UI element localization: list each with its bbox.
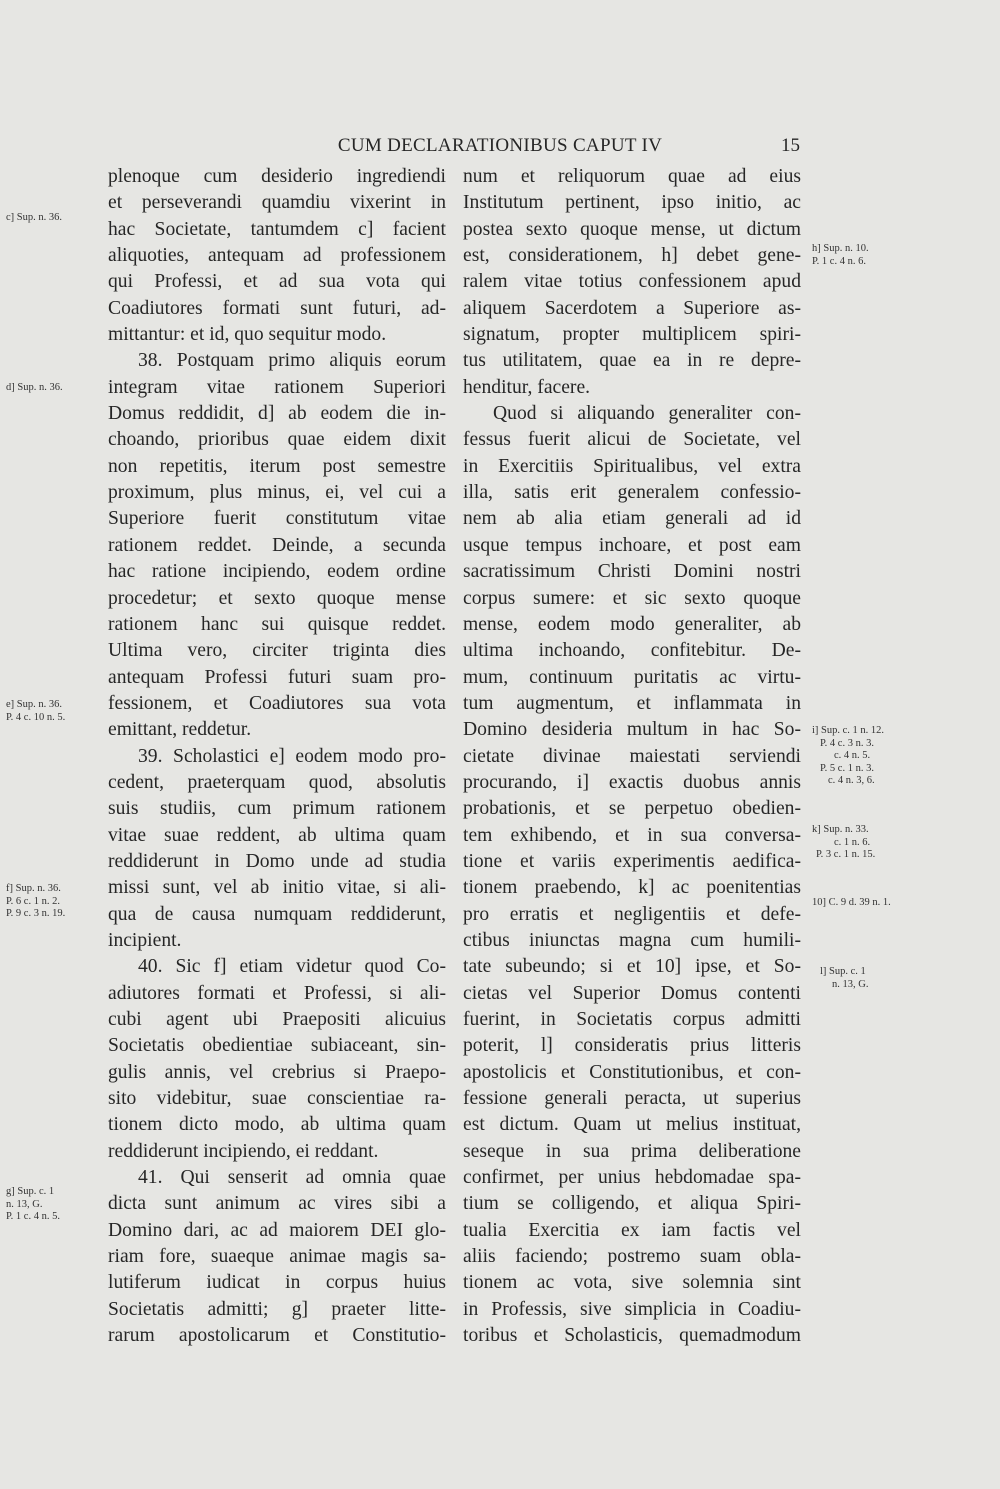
margin-note-h [812, 243, 922, 268]
text-line: tate subeundo; si et 10] ipse, et So- [463, 956, 801, 978]
text-line: integram vitae rationem Superiori [108, 376, 446, 398]
text-line: probationis, et se perpetuo obedien- [463, 798, 801, 820]
text-line: fuerint, in Societatis corpus admitti [463, 1009, 801, 1030]
margin-note-line: e] Sup. n. 36. [6, 699, 62, 710]
text-line: est dictum. Quam ut melius instituat, [463, 1114, 801, 1136]
margin-note-line: c. 4 n. 3, 6. [828, 775, 875, 786]
text-line: signatum, propter multiplicem spiri- [463, 324, 801, 346]
margin-note-c [6, 212, 100, 225]
text-line: Societatis obedientiae subiaceant, sin- [108, 1035, 446, 1057]
text-line: Superiore fuerit constitutum vitae [108, 508, 446, 530]
margin-note-line: c. 1 n. 6. [834, 836, 871, 848]
text-line: pro erratis et negligentiis et defe- [463, 903, 801, 925]
text-line: nem ab alia etiam generali ad id [463, 508, 801, 530]
margin-note-l [812, 966, 922, 991]
text-line: emittant, reddetur. [108, 719, 252, 741]
text-line: seseque in sua prima deliberatione [463, 1140, 801, 1162]
text-line: adiutores formati et Professi, si ali- [108, 982, 446, 1004]
text-line: qua de causa numquam reddiderunt, [108, 903, 446, 925]
text-line: Domus reddidit, d] ab eodem die in- [108, 403, 446, 425]
margin-note-d [6, 382, 100, 395]
margin-note-k [812, 824, 922, 862]
text-line: procedetur; et sexto quoque mense [108, 587, 446, 609]
right-column [463, 164, 801, 1349]
margin-note-line: P. 4 c. 3 n. 3. [820, 737, 874, 749]
text-line: ralem vitae totius confessionem apud [463, 271, 801, 293]
paragraph-40-start: 40. Sic f] etiam videtur quod Co- [138, 956, 446, 978]
text-line: poterit, l] consideratis prius litteris [463, 1035, 801, 1057]
text-line: tus utilitatem, quae ea in re depre- [463, 350, 801, 372]
text-line: Domino desideria multum in hac So- [463, 719, 801, 741]
left-column [108, 164, 446, 1349]
text-line: num et reliquorum quae ad eius [463, 166, 801, 187]
text-line: ultima inchoando, confitebitur. De- [463, 640, 801, 662]
text-line: henditur, facere. [463, 376, 591, 398]
text-line: non repetitis, iterum post semestre [108, 455, 446, 477]
paragraph-start: Quod si aliquando generaliter con- [493, 403, 801, 425]
text-line: tium se colligendo, et aliqua Spiri- [463, 1193, 801, 1215]
text-line: tionem dicto modo, ab ultima quam [108, 1114, 446, 1136]
margin-note-line: c. 4 n. 5. [834, 750, 871, 761]
text-line: proximum, plus minus, ei, vel cui a [108, 482, 446, 504]
text-line: tem exhibendo, et in sua conversa- [463, 824, 801, 846]
text-line: postea sexto quoque mense, ut dictum [463, 218, 801, 240]
text-line: reddiderunt incipiendo, ei reddant. [108, 1140, 379, 1162]
margin-note-line: P. 1 c. 4 n. 5. [6, 1211, 60, 1222]
text-line: lutiferum iudicat in corpus huius [108, 1272, 446, 1294]
text-line: riam fore, suaeque animae magis sa- [108, 1246, 446, 1268]
text-line: aliquoties, antequam ad professionem [108, 245, 446, 267]
margin-note-line: P. 5 c. 1 n. 3. [820, 762, 874, 774]
text-line: plenoque cum desiderio ingrediendi [108, 166, 446, 187]
text-line: hac ratione incipiendo, eodem ordine [108, 561, 446, 583]
text-line: sito videbitur, suae conscientiae ra- [108, 1088, 446, 1110]
running-title: CUM DECLARATIONIBUS CAPUT IV [337, 135, 663, 156]
text-line: incipient. [108, 929, 182, 951]
text-line: choando, prioribus quae eidem dixit [108, 429, 446, 451]
margin-note-line: n. 13, G. [6, 1198, 43, 1210]
text-line: tionem ac vota, sive solemnia sint [463, 1272, 801, 1294]
text-line: vitae suae reddent, ab ultima quam [108, 824, 446, 846]
text-line: in Professis, sive simplicia in Coadiu- [463, 1298, 801, 1320]
margin-note-10 [812, 897, 922, 910]
text-line: illa, satis erit generalem confessio- [463, 482, 801, 504]
text-line: reddiderunt in Domo unde ad studia [108, 850, 446, 872]
text-line: aliquem Sacerdotem a Superiore as- [463, 297, 801, 319]
paragraph-41-start: 41. Qui senserit ad omnia quae [138, 1167, 446, 1189]
margin-note-line: n. 13, G. [832, 978, 869, 990]
text-line: est, considerationem, h] debet gene- [463, 245, 801, 267]
text-line: toribus et Scholasticis, quemadmodum [463, 1325, 801, 1347]
margin-note-line: i] Sup. c. 1 n. 12. [812, 725, 885, 736]
text-line: cietate divinae maiestati serviendi [463, 745, 801, 767]
margin-note-line: l] Sup. c. 1 [820, 966, 866, 977]
margin-note-e [6, 699, 100, 724]
text-line: cubi agent ubi Praepositi alicuius [108, 1009, 446, 1030]
text-line: antequam Professi futuri suam pro- [108, 666, 446, 688]
text-line: rarum apostolicarum et Constitutio- [108, 1325, 446, 1347]
text-line: rationem reddet. Deinde, a secunda [108, 534, 446, 556]
margin-note-line: P. 9 c. 3 n. 19. [6, 908, 66, 919]
text-line: Domino dari, ac ad maiorem DEI glo- [108, 1219, 446, 1241]
text-line: apostolicis et Constitutionibus, et con- [463, 1061, 801, 1083]
text-line: usque tempus inchoare, et post eam [463, 534, 801, 556]
text-line: gulis annis, vel crebrius si Praepo- [108, 1061, 446, 1083]
margin-note-line: f] Sup. n. 36. [6, 883, 61, 894]
margin-note-line: P. 1 c. 4 n. 6. [812, 255, 866, 267]
text-line: tione et variis experimentis aedifica- [463, 850, 801, 872]
margin-note-line: d] Sup. n. 36. [6, 382, 63, 393]
margin-note-line: P. 4 c. 10 n. 5. [6, 711, 66, 723]
text-line: tum augmentum, et inflammata in [463, 692, 801, 714]
text-line: procurando, i] exactis duobus annis [463, 771, 801, 793]
margin-note-g [6, 1186, 100, 1224]
paragraph-39-start: 39. Scholastici e] eodem modo pro- [138, 745, 446, 767]
margin-note-line: c] Sup. n. 36. [6, 212, 62, 223]
text-line: cedent, praeterquam quod, absolutis [108, 771, 446, 793]
text-line: suis studiis, cum primum rationem [108, 798, 446, 820]
text-line: rationem hanc sui quisque reddet. [108, 613, 446, 635]
margin-note-line: g] Sup. c. 1 [6, 1186, 55, 1197]
margin-note-line: h] Sup. n. 10. [812, 243, 869, 254]
text-line: Coadiutores formati sunt futuri, ad- [108, 297, 446, 319]
text-line: fessus fuerit alicui de Societate, vel [463, 429, 801, 451]
margin-note-line: P. 3 c. 1 n. 15. [816, 849, 876, 860]
text-line: mittantur: et id, quo sequitur modo. [108, 324, 387, 346]
text-line: et perseverandi quamdiu vixerint in [108, 192, 446, 214]
text-line: hac Societate, tantumdem c] facient [108, 218, 446, 240]
text-line: sacratissimum Christi Domini nostri [463, 561, 801, 583]
page-number: 15 [781, 135, 800, 156]
text-line: dicta sunt animum ac vires sibi a [108, 1193, 446, 1215]
text-line: missi sunt, vel ab initio vitae, si ali- [108, 877, 446, 899]
text-line: Ultima vero, circiter triginta dies [108, 640, 446, 662]
text-line: fessionem, et Coadiutores sua vota [108, 692, 446, 714]
text-line: in Exercitiis Spiritualibus, vel extra [463, 455, 801, 477]
margin-note-f [6, 883, 100, 921]
text-line: ctibus iniunctas magna cum humili- [463, 929, 801, 951]
text-line: mense, eodem modo generaliter, ab [463, 613, 801, 635]
margin-note-line: k] Sup. n. 33. [812, 824, 869, 835]
text-line: cietas vel Superior Domus contenti [463, 982, 801, 1004]
text-line: tualia Exercitia ex iam factis vel [463, 1219, 801, 1241]
text-line: tionem praebendo, k] ac poenitentias [463, 877, 801, 899]
text-line: fessione generali peracta, ut superius [463, 1088, 801, 1110]
text-line: aliis faciendo; postremo suam obla- [463, 1246, 801, 1268]
text-line: Institutum pertinent, ipso initio, ac [463, 192, 801, 214]
margin-note-line: 10] C. 9 d. 39 n. 1. [812, 897, 891, 908]
text-line: corpus sumere: et sic sexto quoque [463, 587, 801, 609]
paragraph-38-start: 38. Postquam primo aliquis eorum [138, 350, 446, 372]
text-line: mum, continuum puritatis ac virtu- [463, 666, 801, 688]
margin-note-i [812, 725, 922, 788]
text-line: qui Professi, et ad sua vota qui [108, 271, 446, 293]
text-line: confirmet, per unius hebdomadae spa- [463, 1167, 801, 1189]
margin-note-line: P. 6 c. 1 n. 2. [6, 895, 60, 907]
text-line: Societatis admitti; g] praeter litte- [108, 1298, 446, 1320]
